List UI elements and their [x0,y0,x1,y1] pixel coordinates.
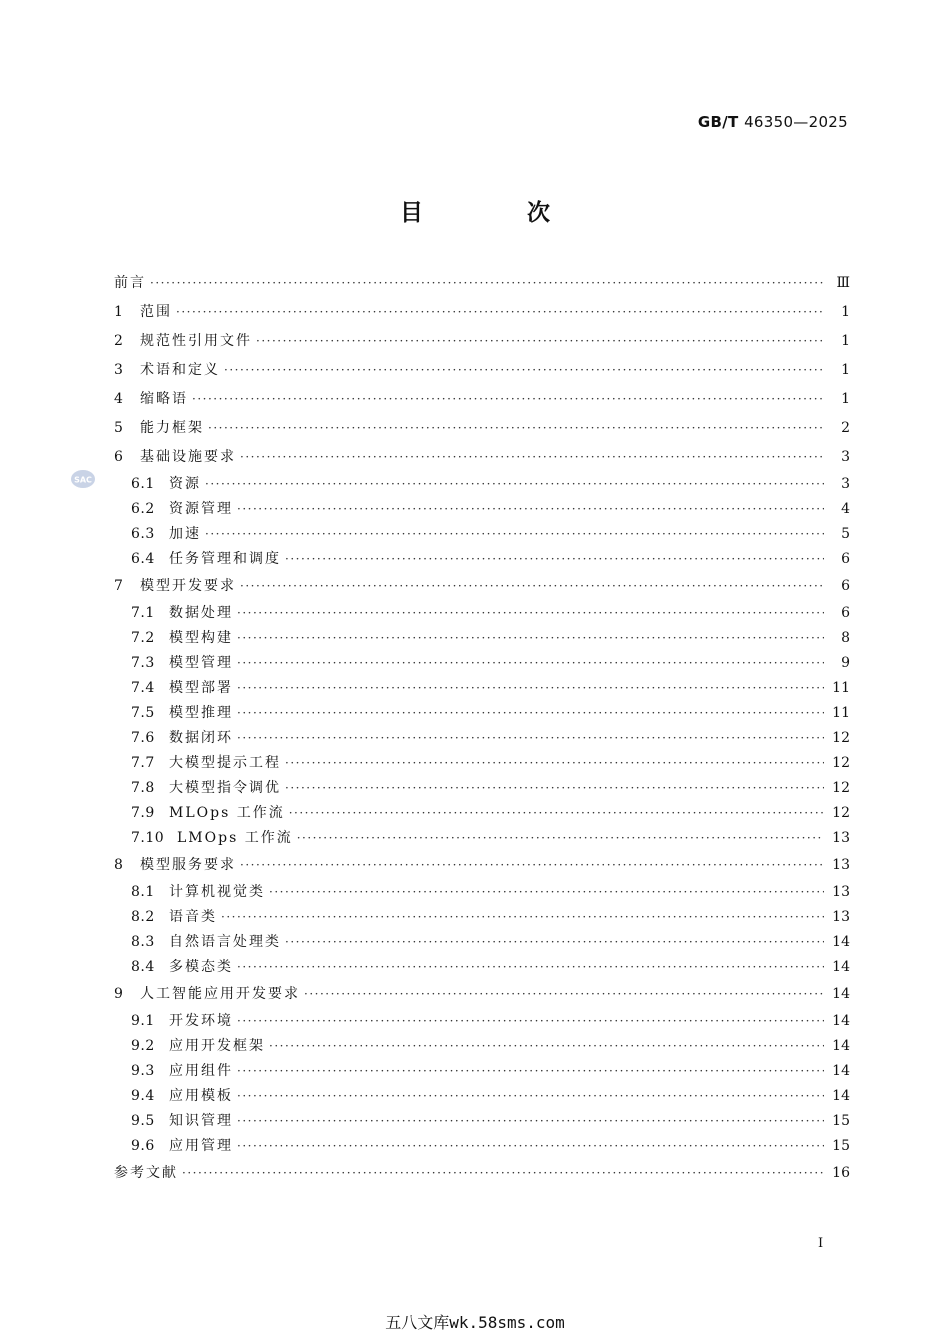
toc-entry-label: 多模态类 [169,959,233,975]
toc-dot-leader [240,443,824,472]
toc-entry-page: 4 [841,501,850,517]
toc-dot-leader [221,905,824,930]
toc-entry[interactable] [114,547,850,572]
toc-entry-page: 12 [832,755,850,771]
toc-dot-leader [269,1034,824,1059]
toc-dot-leader [237,601,824,626]
toc-entry[interactable] [114,414,850,443]
toc-entry[interactable] [114,801,850,826]
toc-entry-label: 基础设施要求 [140,449,236,465]
toc-entry-label: 应用开发框架 [169,1038,265,1054]
toc-entry[interactable] [114,497,850,522]
toc-entry-label: 开发环境 [169,1013,233,1029]
toc-entry-number: 9.2 [131,1038,155,1054]
table-of-contents [114,269,850,1188]
toc-entry-label: 资源 [169,476,201,492]
toc-entry-label: 资源管理 [169,501,233,517]
toc-entry-number: 9.5 [131,1113,155,1129]
toc-dot-leader [256,327,824,356]
toc-entry-page: 13 [832,830,850,846]
toc-entry-label: 缩略语 [140,391,188,407]
toc-dot-leader [237,1059,824,1084]
toc-dot-leader [205,472,824,497]
toc-entry-label: MLOps 工作流 [169,805,285,821]
toc-entry-page: 12 [832,730,850,746]
toc-entry-label: LMOps 工作流 [177,830,293,846]
toc-entry-page: 14 [832,986,850,1002]
toc-entry[interactable] [114,1084,850,1109]
toc-entry-page: 8 [841,630,850,646]
toc-dot-leader [289,801,824,826]
toc-entry[interactable] [114,298,850,327]
toc-entry[interactable] [114,1134,850,1159]
toc-entry[interactable] [114,701,850,726]
toc-entry-number: 7.4 [131,680,155,696]
toc-dot-leader [237,676,824,701]
toc-entry-page: 2 [841,420,850,436]
toc-entry-label: 参考文献 [114,1165,178,1181]
toc-entry[interactable] [114,1059,850,1084]
toc-entry[interactable] [114,930,850,955]
toc-entry-number: 6.1 [131,476,155,492]
toc-entry-page: 13 [832,909,850,925]
toc-entry[interactable] [114,522,850,547]
toc-dot-leader [237,1009,824,1034]
toc-entry-label: 人工智能应用开发要求 [140,986,300,1002]
toc-entry-number: 5 [114,420,124,436]
toc-entry-label: 语音类 [169,909,217,925]
toc-entry-label: 计算机视觉类 [169,884,265,900]
toc-entry-number: 7.3 [131,655,155,671]
toc-entry-number: 8.3 [131,934,155,950]
toc-dot-leader [224,356,824,385]
toc-dot-leader [285,930,824,955]
toc-entry-page: 14 [832,1088,850,1104]
toc-entry-page: 14 [832,934,850,950]
toc-entry-page: 11 [832,680,850,696]
toc-dot-leader [237,955,824,980]
toc-entry-number: 8.2 [131,909,155,925]
toc-entry-number: 1 [114,304,124,320]
toc-entry-number: 7.6 [131,730,155,746]
toc-entry-label: 自然语言处理类 [169,934,281,950]
toc-entry[interactable] [114,327,850,356]
toc-entry-number: 7.1 [131,605,155,621]
toc-dot-leader [150,269,824,298]
toc-entry-number: 6.2 [131,501,155,517]
toc-entry-page: 3 [841,449,850,465]
toc-entry-page: 14 [832,1013,850,1029]
toc-entry-page: 1 [841,391,850,407]
toc-entry-page: 5 [841,526,850,542]
toc-entry-number: 8.4 [131,959,155,975]
toc-entry-page: 9 [841,655,850,671]
toc-dot-leader [285,776,824,801]
toc-entry-number: 3 [114,362,124,378]
toc-entry-number: 7.2 [131,630,155,646]
toc-entry-label: 模型服务要求 [140,857,236,873]
toc-entry-label: 模型构建 [169,630,233,646]
toc-entry-label: 模型部署 [169,680,233,696]
toc-entry-label: 应用组件 [169,1063,233,1079]
toc-entry-page: 13 [832,884,850,900]
toc-dot-leader [297,826,824,851]
toc-entry-number: 7 [114,578,124,594]
toc-entry-number: 8.1 [131,884,155,900]
page-folio: I [818,1236,824,1251]
toc-entry-label: 数据闭环 [169,730,233,746]
toc-dot-leader [208,414,824,443]
toc-entry-number: 8 [114,857,124,873]
toc-entry-label: 术语和定义 [140,362,220,378]
toc-entry[interactable] [114,385,850,414]
toc-entry-number: 7.7 [131,755,155,771]
toc-entry-number: 6.4 [131,551,155,567]
standard-code: 46350—2025 [744,113,848,131]
toc-entry-label: 能力框架 [140,420,204,436]
toc-entry-label: 应用管理 [169,1138,233,1154]
toc-entry-number: 7.10 [131,830,165,846]
toc-entry-number: 9.1 [131,1013,155,1029]
toc-entry-page: 6 [841,605,850,621]
toc-entry[interactable] [114,572,850,601]
standard-prefix: GB/T [697,113,739,131]
toc-entry-label: 规范性引用文件 [140,333,252,349]
toc-entry[interactable] [114,1009,850,1034]
toc-dot-leader [240,572,824,601]
toc-entry-label: 知识管理 [169,1113,233,1129]
toc-entry-page: Ⅲ [836,275,850,291]
toc-entry-number: 9.6 [131,1138,155,1154]
watermark-footer: 五八文库wk.58sms.com [385,1313,565,1332]
toc-entry-label: 模型开发要求 [140,578,236,594]
toc-entry[interactable] [114,776,850,801]
toc-entry-page: 6 [841,578,850,594]
toc-entry-label: 范围 [140,304,172,320]
toc-entry-page: 14 [832,959,850,975]
toc-entry[interactable] [114,980,850,1009]
toc-dot-leader [176,298,824,327]
toc-dot-leader [237,1109,824,1134]
toc-dot-leader [304,980,824,1009]
toc-entry-label: 任务管理和调度 [169,551,281,567]
toc-entry-label: 大模型指令调优 [169,780,281,796]
toc-entry-number: 7.5 [131,705,155,721]
toc-entry[interactable] [114,751,850,776]
toc-entry[interactable] [114,443,850,472]
toc-dot-leader [237,1134,824,1159]
standard-number [698,113,848,131]
toc-entry-number: 6 [114,449,124,465]
page-title: 目 次 [399,200,598,226]
toc-entry-page: 14 [832,1063,850,1079]
toc-entry[interactable] [114,472,850,497]
toc-entry-page: 15 [832,1113,850,1129]
toc-dot-leader [285,547,824,572]
toc-dot-leader [237,701,824,726]
toc-entry-page: 1 [841,304,850,320]
toc-entry-page: 3 [841,476,850,492]
toc-entry-label: 大模型提示工程 [169,755,281,771]
toc-entry-page: 15 [832,1138,850,1154]
toc-dot-leader [182,1159,824,1188]
toc-entry-page: 6 [841,551,850,567]
toc-entry-page: 12 [832,805,850,821]
toc-entry-page: 1 [841,333,850,349]
toc-dot-leader [237,497,824,522]
toc-entry[interactable] [114,626,850,651]
toc-entry[interactable] [114,1159,850,1188]
toc-entry[interactable] [114,880,850,905]
toc-dot-leader [269,880,824,905]
toc-entry[interactable] [114,601,850,626]
toc-entry-label: 加速 [169,526,201,542]
toc-entry-label: 模型推理 [169,705,233,721]
toc-entry-number: 9.4 [131,1088,155,1104]
toc-entry[interactable] [114,356,850,385]
toc-dot-leader [237,726,824,751]
logo-text: SAC [74,475,92,485]
toc-entry-number: 7.8 [131,780,155,796]
toc-entry[interactable] [114,905,850,930]
toc-entry-page: 13 [832,857,850,873]
toc-entry-label: 模型管理 [169,655,233,671]
toc-entry-number: 4 [114,391,124,407]
toc-entry[interactable] [114,1034,850,1059]
toc-entry-number: 7.9 [131,805,155,821]
toc-entry[interactable] [114,851,850,880]
toc-dot-leader [205,522,824,547]
toc-dot-leader [240,851,824,880]
toc-entry-number: 2 [114,333,124,349]
toc-dot-leader [237,1084,824,1109]
toc-entry-number: 9.3 [131,1063,155,1079]
toc-entry-label: 数据处理 [169,605,233,621]
toc-dot-leader [237,651,824,676]
toc-dot-leader [237,626,824,651]
toc-dot-leader [285,751,824,776]
toc-entry[interactable] [114,726,850,751]
toc-entry-page: 11 [832,705,850,721]
toc-entry[interactable] [114,676,850,701]
toc-entry-page: 1 [841,362,850,378]
toc-entry[interactable] [114,826,850,851]
toc-entry-label: 前言 [114,275,146,291]
toc-entry[interactable] [114,1109,850,1134]
toc-entry[interactable] [114,955,850,980]
toc-entry-number: 9 [114,986,124,1002]
toc-entry-page: 12 [832,780,850,796]
toc-dot-leader [192,385,824,414]
toc-entry-label: 应用模板 [169,1088,233,1104]
toc-entry-page: 16 [832,1165,850,1181]
toc-entry[interactable] [114,269,850,298]
sac-logo-icon [70,468,96,490]
toc-entry[interactable] [114,651,850,676]
toc-entry-page: 14 [832,1038,850,1054]
toc-entry-number: 6.3 [131,526,155,542]
